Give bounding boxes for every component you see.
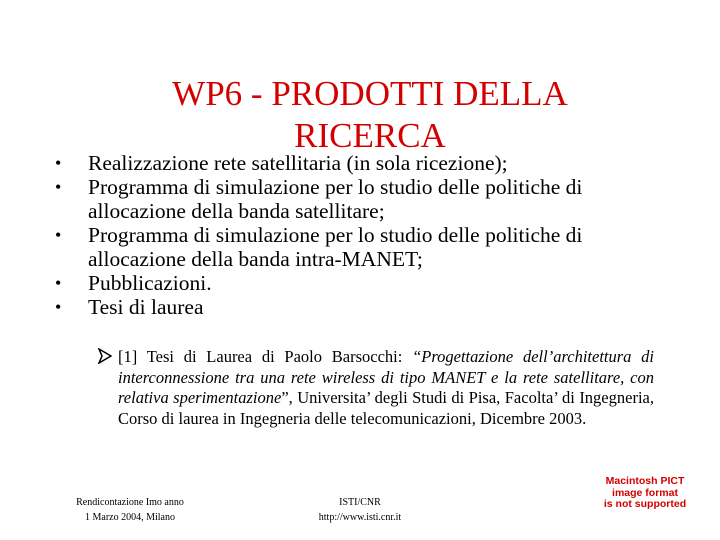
bullet-item [55,151,655,175]
bullet-text: Realizzazione rete satellitaria (in sola ricezione); [88,151,508,175]
bullet-item [55,295,655,319]
footer-event-line-1: Rendicontazione Imo anno [76,497,184,508]
footer-event [60,495,200,525]
unsupported-image-placeholder [586,476,704,510]
bullet-icon: • [55,177,62,197]
thesis-reference-text [118,347,654,429]
bullet-icon: • [55,297,62,317]
placeholder-line-1: Macintosh PICT [605,475,685,487]
bullet-text: Programma di simulazione per lo studio delle politiche di allocazione della banda satellitare; [88,175,583,223]
bullet-text: Tesi di laurea [88,295,204,319]
thesis-prefix: [1] Tesi di Laurea di Paolo Barsocchi: [118,347,413,366]
placeholder-line-2: image format [612,486,678,499]
bullet-icon: • [55,273,62,293]
slide-title [80,73,660,157]
bullet-icon: • [55,225,62,245]
footer-institution [290,495,430,525]
bullet-item [55,271,655,295]
footer-event-line-2: 1 Marzo 2004, Milano [85,512,175,523]
bullet-list [55,151,655,319]
arrow-bullet-icon [98,348,112,364]
title-line-2: RICERCA [294,116,446,156]
thesis-suffix: ”, Universita’ degli Studi di Pisa, Facolta’ di Ingegneria, Corso di laurea in Ingegneria delle telecomunicazioni, Dicembre 2003. [118,388,654,428]
bullet-icon: • [55,153,62,173]
thesis-reference [98,347,654,429]
footer-institution-url: http://www.isti.cnr.it [318,512,402,523]
thesis-title: “Progettazione dell’architettura di interconnessione tra una rete wireless di tipo MANET e la rete satellitare, con relativa sperimentazione [118,347,655,407]
bullet-item [55,223,655,271]
footer-institution-name: ISTI/CNR [339,497,381,508]
title-line-1: WP6 - PRODOTTI DELLA [172,74,568,114]
bullet-text: Programma di simulazione per lo studio delle politiche di allocazione della banda intra-MANET; [88,223,583,271]
bullet-item [55,175,655,223]
bullet-text: Pubblicazioni. [88,271,212,295]
placeholder-line-3: is not supported [603,498,687,510]
